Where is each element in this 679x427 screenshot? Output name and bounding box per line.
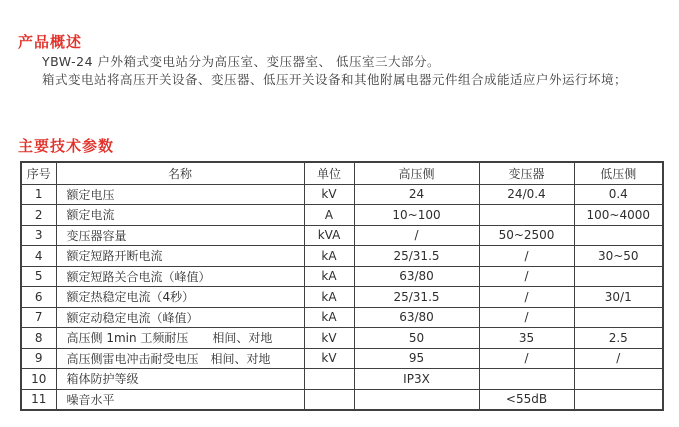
section-title-technical-parameters: 主要技术参数 [18, 137, 115, 155]
table-cell-unit: kA [304, 246, 354, 267]
table-cell-hv: 50 [354, 328, 479, 349]
table-cell-transformer: / [479, 266, 574, 287]
table-cell-name: 额定短路关合电流（峰值） [56, 266, 304, 287]
table-header-cell-lv-side: 低压侧 [574, 162, 663, 184]
table-cell-hv [354, 389, 479, 410]
table-cell-hv: 95 [354, 348, 479, 369]
table-cell-transformer: 50~2500 [479, 225, 574, 246]
table-cell-index: 3 [21, 225, 56, 246]
table-header-cell-index: 序号 [21, 162, 56, 184]
table-cell-index: 2 [21, 205, 56, 226]
table-cell-lv: 100~4000 [574, 205, 663, 226]
table-cell-index: 10 [21, 369, 56, 390]
table-cell-unit: kV [304, 184, 354, 205]
table-cell-lv [574, 369, 663, 390]
table-cell-transformer: / [479, 246, 574, 267]
technical-parameters-table [20, 161, 664, 411]
table-cell-name: 额定电流 [56, 205, 304, 226]
table-cell-unit: kA [304, 287, 354, 308]
table-cell-index: 4 [21, 246, 56, 267]
table-cell-transformer: / [479, 307, 574, 328]
table-cell-name: 箱体防护等级 [56, 369, 304, 390]
table-cell-transformer: / [479, 348, 574, 369]
table-cell-unit [304, 369, 354, 390]
table-cell-lv: / [574, 348, 663, 369]
table-cell-index: 7 [21, 307, 56, 328]
table-row [21, 205, 663, 226]
table-header-cell-name: 名称 [56, 162, 304, 184]
table-cell-transformer: 24/0.4 [479, 184, 574, 205]
table-row [21, 184, 663, 205]
table-cell-unit: kA [304, 266, 354, 287]
table-cell-transformer [479, 369, 574, 390]
table-cell-hv: 63/80 [354, 307, 479, 328]
table-cell-transformer: / [479, 287, 574, 308]
table-cell-name: 额定电压 [56, 184, 304, 205]
table-cell-index: 6 [21, 287, 56, 308]
table-cell-transformer: <55dB [479, 389, 574, 410]
table-cell-unit: A [304, 205, 354, 226]
table-row [21, 225, 663, 246]
table-cell-lv: 30~50 [574, 246, 663, 267]
table-row [21, 307, 663, 328]
table-cell-lv: 0.4 [574, 184, 663, 205]
table-cell-lv [574, 225, 663, 246]
table-cell-name: 高压侧雷电冲击耐受电压 相间、对地 [56, 348, 304, 369]
table-cell-name: 噪音水平 [56, 389, 304, 410]
table-cell-hv: 25/31.5 [354, 246, 479, 267]
table-header-row [21, 162, 663, 184]
table-cell-name: 高压侧 1min 工频耐压 相间、对地 [56, 328, 304, 349]
table-cell-hv: 63/80 [354, 266, 479, 287]
paragraph-line: 箱式变电站将高压开关设备、变压器、低压开关设备和其他附属电器元件组合成能适应户外运行坏境； [42, 72, 628, 87]
table-cell-hv: 25/31.5 [354, 287, 479, 308]
table-cell-name: 变压器容量 [56, 225, 304, 246]
table-cell-hv: 10~100 [354, 205, 479, 226]
table-cell-hv: / [354, 225, 479, 246]
table-cell-index: 1 [21, 184, 56, 205]
table-cell-lv: 2.5 [574, 328, 663, 349]
table-cell-unit: kVA [304, 225, 354, 246]
table-cell-unit: kV [304, 348, 354, 369]
table-cell-lv [574, 307, 663, 328]
product-overview-paragraph [42, 53, 627, 89]
table-row [21, 287, 663, 308]
table-cell-name: 额定动稳定电流（峰值） [56, 307, 304, 328]
table-cell-hv: 24 [354, 184, 479, 205]
table-header-cell-hv-side: 高压侧 [354, 162, 479, 184]
table-cell-lv: 30/1 [574, 287, 663, 308]
paragraph-line: YBW-24 户外箱式变电站分为高压室、变压器室、 低压室三大部分。 [42, 54, 440, 69]
table-cell-index: 11 [21, 389, 56, 410]
table-row [21, 389, 663, 410]
table-cell-lv [574, 266, 663, 287]
table-cell-unit: kA [304, 307, 354, 328]
section-title-product-overview: 产品概述 [18, 33, 83, 51]
table-cell-index: 5 [21, 266, 56, 287]
table-cell-lv [574, 389, 663, 410]
table-row [21, 266, 663, 287]
table-row [21, 369, 663, 390]
table-row [21, 348, 663, 369]
table-cell-unit [304, 389, 354, 410]
table-cell-unit: kV [304, 328, 354, 349]
table-header-cell-unit: 单位 [304, 162, 354, 184]
table-cell-index: 9 [21, 348, 56, 369]
table-cell-transformer: 35 [479, 328, 574, 349]
table-header-cell-transformer: 变压器 [479, 162, 574, 184]
table-row [21, 328, 663, 349]
table-cell-name: 额定热稳定电流（4秒） [56, 287, 304, 308]
table-cell-index: 8 [21, 328, 56, 349]
table-cell-transformer [479, 205, 574, 226]
table-row [21, 246, 663, 267]
table-cell-name: 额定短路开断电流 [56, 246, 304, 267]
table-cell-hv: IP3X [354, 369, 479, 390]
